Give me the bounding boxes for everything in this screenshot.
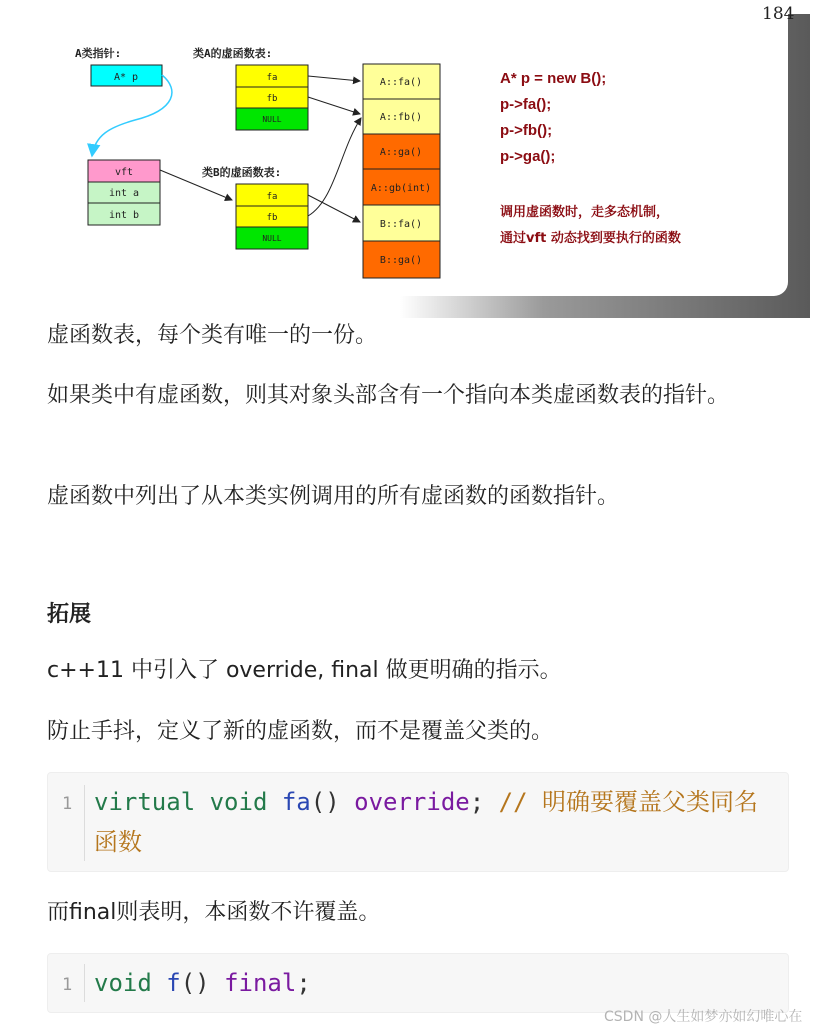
vtable-b-fa-label: fa	[266, 192, 278, 202]
slide-code-line-3: p->fb();	[500, 122, 553, 139]
vtable-a-null-label: NULL	[262, 115, 282, 124]
func-a-ga-label: A::ga()	[379, 147, 423, 158]
vtable-a-fb-label: fb	[266, 94, 278, 104]
func-a-fa-label: A::fa()	[379, 77, 423, 88]
paragraph-vtable-pointer: 如果类中有虚函数，则其对象头部含有一个指向本类虚函数表的指针。	[47, 383, 730, 408]
paragraph-final: 而final则表明，本函数不许覆盖。	[47, 900, 381, 925]
paragraph-vtable-entries: 虚函数中列出了从本类实例调用的所有虚函数的函数指针。	[47, 484, 620, 509]
code-comment: // 明确要覆盖父类同名函数	[94, 788, 758, 856]
paragraph-vtable-unique: 虚函数表，每个类有唯一的一份。	[47, 323, 378, 348]
label-a-vtable: 类A的虚函数表:	[193, 47, 273, 60]
slide-note-line-1: 调用虚函数时，走多态机制，	[500, 205, 670, 220]
func-a-gb-label: A::gb(int)	[370, 183, 432, 194]
func-a-fb-label: A::fb()	[379, 112, 423, 123]
slide-figure	[0, 0, 830, 320]
gutter-separator	[84, 785, 85, 861]
line-number: 1	[62, 794, 73, 814]
vtable-a-fb-arrow	[308, 97, 360, 114]
code-token: ;	[469, 788, 485, 816]
code-token: void	[209, 788, 268, 816]
code-token: f	[166, 969, 181, 997]
vtable-b-fb-label: fb	[266, 213, 278, 223]
code-line	[94, 963, 774, 1003]
gutter-separator	[84, 964, 85, 1002]
object-int-a-label: int a	[108, 188, 140, 199]
vtable-b-fa-arrow	[308, 195, 360, 222]
code-token: ;	[296, 969, 311, 997]
label-a-pointer: A类指针:	[75, 47, 122, 60]
watermark: CSDN @人生如梦亦如幻唯心在	[604, 1009, 803, 1025]
object-vft-label: vft	[114, 167, 134, 178]
vtable-diagram	[0, 0, 788, 296]
pointer-cell-label: A* p	[113, 72, 139, 83]
code-line	[94, 782, 774, 862]
code-token: virtual	[94, 788, 196, 816]
pointer-to-object-arrow	[92, 75, 172, 156]
line-number: 1	[62, 975, 73, 995]
code-block-final[interactable]	[47, 953, 789, 1013]
code-token: ()	[310, 788, 340, 816]
vtable-a-fa-arrow	[308, 76, 360, 81]
slide-code-line-1: A* p = new B();	[500, 70, 607, 87]
slide-code-line-2: p->fa();	[500, 96, 552, 113]
vtable-a-fa-label: fa	[266, 73, 278, 83]
vtable-b-null-label: NULL	[262, 234, 282, 243]
func-b-fa-label: B::fa()	[379, 219, 423, 230]
func-b-ga-label: B::ga()	[379, 255, 423, 266]
code-token: fa	[281, 788, 311, 816]
label-b-vtable: 类B的虚函数表:	[202, 166, 282, 179]
page-number: 184	[762, 4, 795, 24]
code-token: void	[94, 969, 152, 997]
vtable-b-fb-arrow	[308, 118, 361, 216]
slide-code-line-4: p->ga();	[500, 148, 556, 165]
slide-panel	[0, 0, 788, 296]
code-block-override[interactable]	[47, 772, 789, 872]
paragraph-cpp11: c++11 中引入了 override, final 做更明确的指示。	[47, 658, 562, 683]
paragraph-prevent: 防止手抖，定义了新的虚函数，而不是覆盖父类的。	[47, 719, 554, 744]
code-token: override	[354, 788, 470, 816]
code-token: ()	[180, 969, 210, 997]
slide-note-line-2: 通过vft 动态找到要执行的函数	[500, 231, 681, 246]
object-int-b-label: int b	[108, 210, 140, 221]
section-heading: 拓展	[47, 602, 92, 627]
code-token: final	[224, 969, 297, 997]
